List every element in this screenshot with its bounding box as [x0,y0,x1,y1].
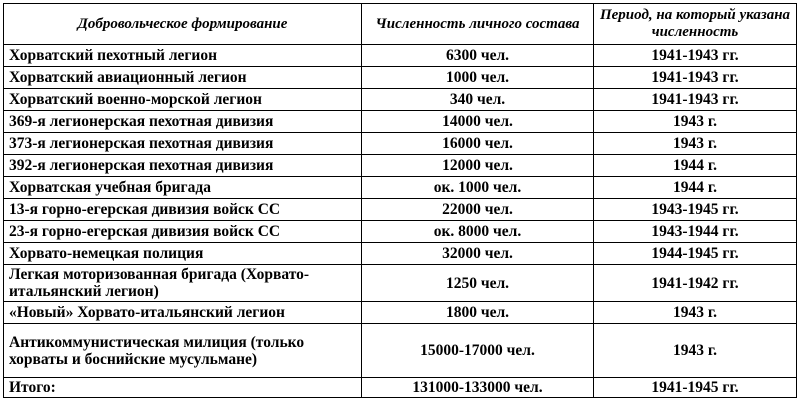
table-row [4,324,797,378]
table-row [4,221,797,243]
cell-period: 1941-1943 гг. [594,67,797,89]
cell-period: 1941-1942 гг. [594,265,797,302]
cell-formation: Хорватская учебная бригада [4,177,362,199]
cell-count: 15000-17000 чел. [362,324,594,378]
total-count: 131000-133000 чел. [362,378,594,398]
table-row [4,67,797,89]
cell-formation: 23-я горно-егерская дивизия войск СС [4,221,362,243]
cell-count: 1800 чел. [362,302,594,324]
cell-count: 1000 чел. [362,67,594,89]
cell-period: 1944-1945 гг. [594,243,797,265]
total-label: Итого: [4,378,362,398]
cell-formation: «Новый» Хорвато-итальянский легион [4,302,362,324]
cell-formation: Хорвато-немецкая полиция [4,243,362,265]
table-row [4,177,797,199]
cell-period: 1943 г. [594,111,797,133]
table-row [4,155,797,177]
cell-count: ок. 1000 чел. [362,177,594,199]
cell-period: 1941-1943 гг. [594,89,797,111]
table-row [4,111,797,133]
cell-period: 1943 г. [594,302,797,324]
cell-formation: 369-я легионерская пехотная дивизия [4,111,362,133]
cell-period: 1941-1943 гг. [594,45,797,67]
header-formation: Добровольческое формирование [4,4,362,45]
cell-period: 1943-1944 гг. [594,221,797,243]
cell-count: ок. 8000 чел. [362,221,594,243]
table-total-row [4,378,797,398]
cell-period: 1943-1945 гг. [594,199,797,221]
cell-formation: Антикоммунистическая милиция (только хорваты и боснийские мусульмане) [4,324,362,378]
cell-period: 1944 г. [594,177,797,199]
table-row [4,89,797,111]
header-period: Период, на который указана численность [594,4,797,45]
cell-count: 16000 чел. [362,133,594,155]
cell-period: 1943 г. [594,324,797,378]
cell-count: 32000 чел. [362,243,594,265]
cell-formation: Хорватский авиационный легион [4,67,362,89]
cell-count: 1250 чел. [362,265,594,302]
cell-formation: Легкая моторизованная бригада (Хорвато-итальянский легион) [4,265,362,302]
table-row [4,45,797,67]
cell-formation: 373-я легионерская пехотная дивизия [4,133,362,155]
table-row [4,302,797,324]
cell-formation: Хорватский военно-морской легион [4,89,362,111]
table-row [4,243,797,265]
cell-count: 22000 чел. [362,199,594,221]
cell-count: 12000 чел. [362,155,594,177]
cell-count: 6300 чел. [362,45,594,67]
total-period: 1941-1945 гг. [594,378,797,398]
table-row [4,265,797,302]
cell-formation: 392-я легионерская пехотная дивизия [4,155,362,177]
table-header-row [4,4,797,45]
cell-count: 340 чел. [362,89,594,111]
table-row [4,199,797,221]
cell-period: 1944 г. [594,155,797,177]
header-count: Численность личного состава [362,4,594,45]
cell-period: 1943 г. [594,133,797,155]
cell-formation: Хорватский пехотный легион [4,45,362,67]
table-row [4,133,797,155]
cell-formation: 13-я горно-егерская дивизия войск СС [4,199,362,221]
formations-table [3,3,797,398]
cell-count: 14000 чел. [362,111,594,133]
